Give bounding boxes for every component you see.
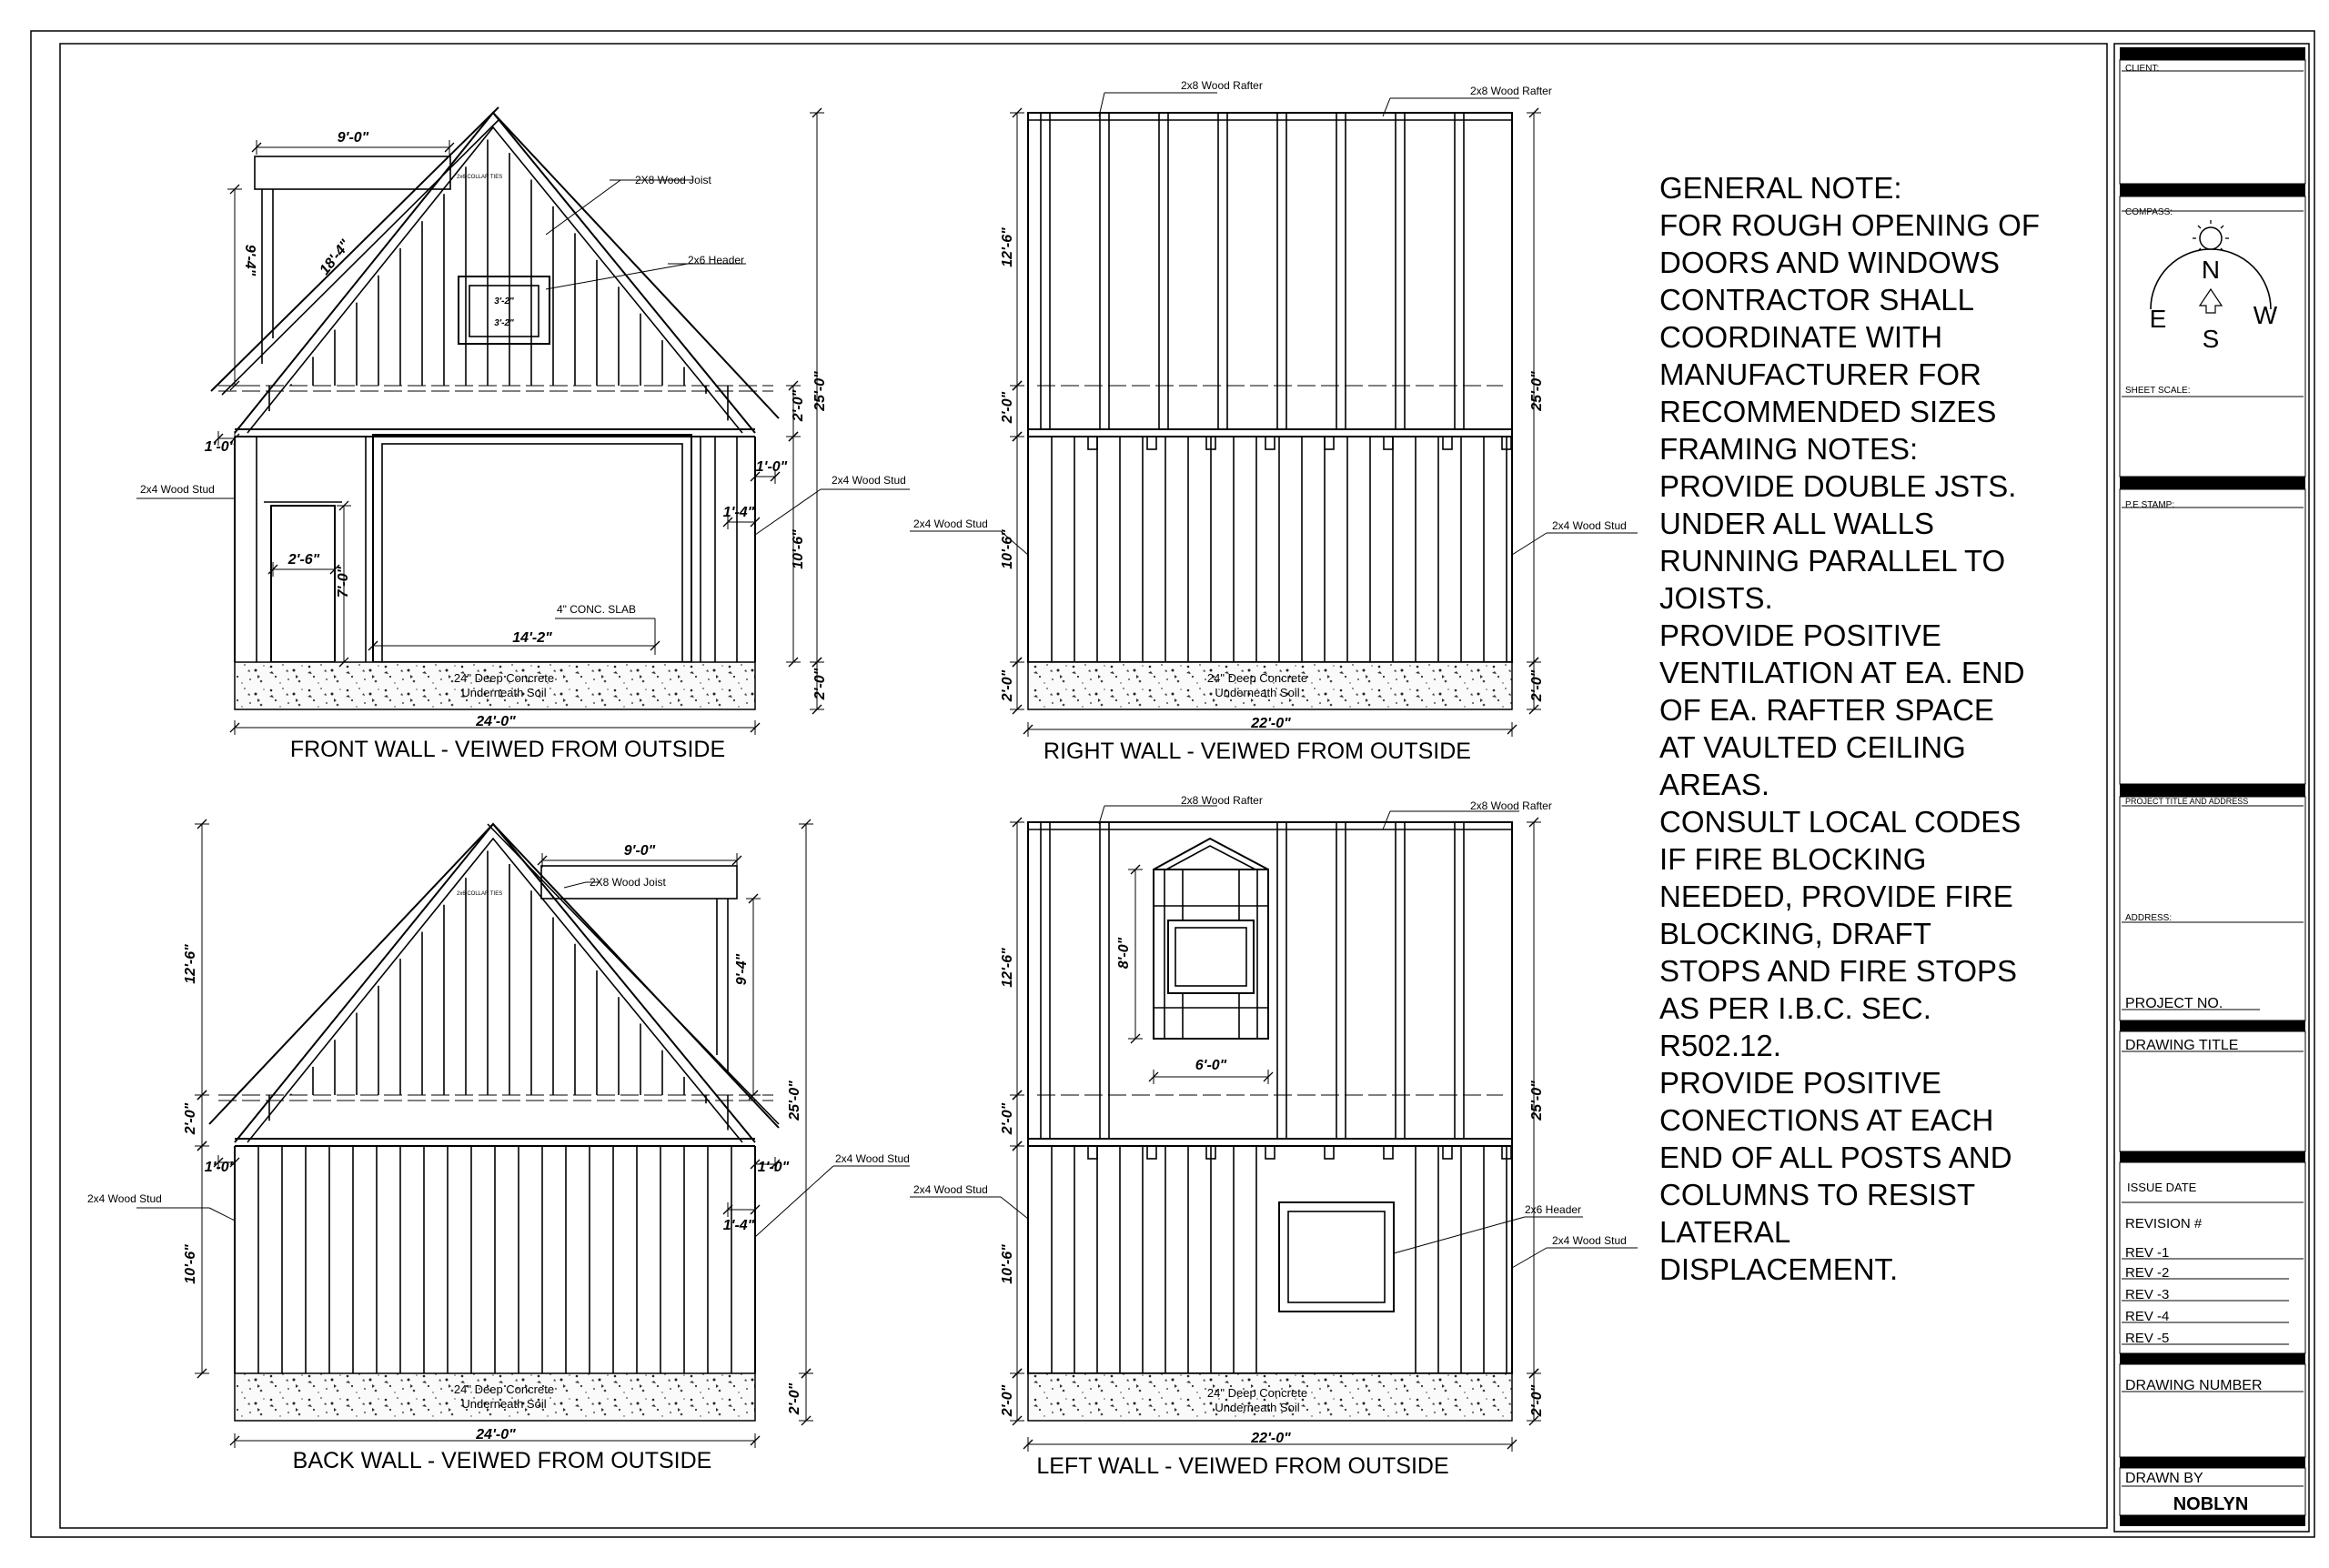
dim-front-left-height: 9'-4" bbox=[242, 244, 257, 276]
tb-rev-5: REV -5 bbox=[2125, 1331, 2170, 1346]
tb-pe-stamp: P.E STAMP: bbox=[2125, 500, 2175, 510]
label-front-joist: 2X8 Wood Joist bbox=[635, 174, 711, 186]
tb-drawn-by: DRAWN BY bbox=[2125, 1471, 2203, 1486]
soil-front-line2: Underneath Soil bbox=[461, 686, 547, 699]
label-left-stud-right: 2x4 Wood Stud bbox=[1552, 1234, 1627, 1247]
soil-right-line2: Underneath Soil bbox=[1215, 686, 1300, 699]
dim-front-garage-width: 14'-2" bbox=[512, 630, 552, 646]
general-note-line: CONECTIONS AT EACH bbox=[1659, 1103, 1994, 1137]
soil-front-line1: 24" Deep Concrete bbox=[453, 671, 555, 685]
dim-back-total: 25'-0" bbox=[787, 1081, 802, 1121]
soil-right-line1: 24" Deep Concrete bbox=[1206, 671, 1308, 685]
label-back-stud-right: 2x4 Wood Stud bbox=[835, 1152, 910, 1165]
dim-right-band: 2'-0" bbox=[1000, 391, 1015, 424]
tb-rev-4: REV -4 bbox=[2125, 1309, 2170, 1324]
right-wall-elevation bbox=[1028, 113, 1512, 709]
general-note-line: DOORS AND WINDOWS bbox=[1659, 246, 2001, 279]
general-note-line: OF EA. RAFTER SPACE bbox=[1659, 693, 1994, 727]
tb-rev-3: REV -3 bbox=[2125, 1287, 2170, 1302]
dormer bbox=[1154, 839, 1268, 1039]
general-note-line: RUNNING PARALLEL TO bbox=[1659, 544, 2006, 578]
dim-front-door-width: 2'-6" bbox=[287, 552, 320, 568]
dim-back-right-height: 9'-4" bbox=[734, 953, 750, 986]
compass-n: N bbox=[2201, 256, 2221, 284]
compass-e: E bbox=[2149, 305, 2167, 333]
general-note-line: JOISTS. bbox=[1659, 581, 1773, 615]
dim-left-soil: 2'-0" bbox=[1000, 1384, 1015, 1417]
label-back-stud-left: 2x4 Wood Stud bbox=[87, 1192, 162, 1205]
label-left-rafter-right: 2x8 Wood Rafter bbox=[1470, 799, 1552, 812]
general-note-line: END OF ALL POSTS AND bbox=[1659, 1141, 2012, 1174]
dim-back-upper: 12'-6" bbox=[183, 944, 198, 984]
general-note-line: AT VAULTED CEILING bbox=[1659, 730, 1966, 764]
general-note-line: IF FIRE BLOCKING bbox=[1659, 842, 1927, 876]
label-back-joist: 2X8 Wood Joist bbox=[590, 876, 666, 889]
tb-address: ADDRESS: bbox=[2125, 913, 2173, 923]
tb-rev-2: REV -2 bbox=[2125, 1265, 2170, 1281]
dim-right-base: 22'-0" bbox=[1251, 716, 1291, 731]
label-back-collar: 2x6 COLLAR TIES bbox=[457, 891, 503, 897]
dim-front-overhang: 1'-0" bbox=[204, 439, 237, 455]
dim-front-soil-height: 2'-0" bbox=[812, 668, 828, 700]
dim-back-right-offset2: 1'-4" bbox=[722, 1218, 755, 1233]
dim-left-band: 2'-0" bbox=[1000, 1102, 1015, 1135]
tb-sheet-scale: SHEET SCALE: bbox=[2125, 386, 2191, 396]
label-front-header: 2x6 Header bbox=[688, 254, 745, 266]
left-wall-title: LEFT WALL - VEIWED FROM OUTSIDE bbox=[1036, 1453, 1449, 1479]
general-note-line: MANUFACTURER FOR bbox=[1659, 357, 1981, 391]
label-left-rafter-left: 2x8 Wood Rafter bbox=[1181, 794, 1263, 807]
dim-left-total: 25'-0" bbox=[1529, 1081, 1545, 1121]
general-note-line: NEEDED, PROVIDE FIRE bbox=[1659, 879, 2013, 913]
dim-right-upper: 12'-6" bbox=[1000, 227, 1015, 267]
tb-revision: REVISION # bbox=[2125, 1216, 2203, 1231]
dim-back-top-width: 9'-0" bbox=[623, 843, 656, 859]
dim-right-soil: 2'-0" bbox=[1000, 669, 1015, 702]
general-note-line: PROVIDE POSITIVE bbox=[1659, 1066, 1941, 1100]
label-left-header: 2x6 Header bbox=[1525, 1203, 1582, 1216]
dim-back-base: 24'-0" bbox=[476, 1427, 516, 1442]
dim-left-base: 22'-0" bbox=[1251, 1431, 1291, 1446]
tb-drawn-by-name: NOBLYN bbox=[2173, 1494, 2249, 1514]
front-wall-title: FRONT WALL - VEIWED FROM OUTSIDE bbox=[289, 737, 726, 762]
dim-left-wall: 10'-6" bbox=[1000, 1244, 1015, 1284]
dim-right-wall: 10'-6" bbox=[1000, 529, 1015, 569]
general-note-line: COORDINATE WITH bbox=[1659, 320, 1943, 354]
general-note-line: CONSULT LOCAL CODES bbox=[1659, 805, 2021, 839]
label-front-slab: 4" CONC. SLAB bbox=[557, 603, 636, 616]
dim-left-dormer-width: 6'-0" bbox=[1195, 1058, 1227, 1073]
general-note-line: AS PER I.B.C. SEC. bbox=[1659, 991, 1931, 1025]
label-front-collar: 2x6 COLLAR TIES bbox=[457, 175, 503, 180]
dim-front-wall-height: 10'-6" bbox=[791, 529, 806, 569]
dim-front-rafter: 18'-4" bbox=[317, 236, 354, 278]
general-note-line: AREAS. bbox=[1659, 768, 1770, 801]
dim-left-dormer-height: 8'-0" bbox=[1116, 937, 1132, 970]
general-note-line: BLOCKING, DRAFT bbox=[1659, 917, 1931, 950]
dim-front-band: 2'-0" bbox=[791, 389, 806, 422]
dim-right-soil-r: 2'-0" bbox=[1529, 669, 1545, 702]
label-front-stud-left: 2x4 Wood Stud bbox=[140, 483, 215, 496]
label-right-rafter-left: 2x8 Wood Rafter bbox=[1181, 79, 1263, 92]
general-note-line: PROVIDE DOUBLE JSTS. bbox=[1659, 469, 2017, 503]
dim-left-soil-r: 2'-0" bbox=[1529, 1384, 1545, 1417]
dim-front-right-offset: 1'-0" bbox=[755, 459, 788, 475]
dim-front-window-h: 3'-2" bbox=[494, 318, 514, 328]
tb-rev-1: REV -1 bbox=[2125, 1245, 2170, 1261]
dim-front-total-height: 25'-0" bbox=[812, 371, 828, 411]
label-right-rafter-right: 2x8 Wood Rafter bbox=[1470, 85, 1552, 97]
soil-back-line1: 24" Deep Concrete bbox=[453, 1382, 555, 1396]
general-note-line: FRAMING NOTES: bbox=[1659, 432, 1919, 466]
general-note-line: R502.12. bbox=[1659, 1029, 1781, 1062]
general-note-line: COLUMNS TO RESIST bbox=[1659, 1178, 1976, 1211]
compass-s: S bbox=[2202, 325, 2220, 353]
dim-right-total: 25'-0" bbox=[1529, 371, 1545, 411]
dim-front-top-width: 9'-0" bbox=[337, 130, 369, 146]
tb-drawing-title: DRAWING TITLE bbox=[2125, 1038, 2239, 1053]
dim-front-window-w: 3'-2" bbox=[494, 297, 514, 307]
right-wall-title: RIGHT WALL - VEIWED FROM OUTSIDE bbox=[1044, 739, 1471, 764]
general-note-line: FOR ROUGH OPENING OF bbox=[1659, 208, 2041, 242]
tb-project-no: PROJECT NO. bbox=[2125, 996, 2223, 1011]
tb-compass-label: COMPASS: bbox=[2125, 207, 2173, 217]
title-block bbox=[2114, 44, 2309, 1532]
tb-drawing-number: DRAWING NUMBER bbox=[2125, 1378, 2263, 1393]
soil-back-line2: Underneath Soil bbox=[461, 1397, 547, 1411]
general-note-line: STOPS AND FIRE STOPS bbox=[1659, 954, 2018, 988]
general-note-line: UNDER ALL WALLS bbox=[1659, 507, 1934, 540]
tb-issue-date: ISSUE DATE bbox=[2127, 1181, 2197, 1194]
general-note-line: CONTRACTOR SHALL bbox=[1659, 283, 1974, 317]
label-right-stud-left: 2x4 Wood Stud bbox=[913, 518, 988, 530]
dim-back-wall: 10'-6" bbox=[183, 1244, 198, 1284]
label-left-stud-left: 2x4 Wood Stud bbox=[913, 1183, 988, 1196]
general-note-line: DISPLACEMENT. bbox=[1659, 1252, 1899, 1286]
back-wall-elevation bbox=[209, 824, 779, 1421]
front-wall-elevation bbox=[211, 107, 779, 709]
label-right-stud-right: 2x4 Wood Stud bbox=[1552, 519, 1627, 532]
left-wall-elevation bbox=[1028, 822, 1512, 1421]
dim-back-right-offset: 1'-0" bbox=[757, 1160, 790, 1175]
dim-left-upper: 12'-6" bbox=[1000, 948, 1015, 988]
dim-front-base-width: 24'-0" bbox=[476, 714, 516, 729]
dim-back-soil: 2'-0" bbox=[787, 1382, 802, 1415]
general-notes bbox=[1659, 169, 2087, 1288]
compass-w: W bbox=[2253, 301, 2278, 329]
back-wall-title: BACK WALL - VEIWED FROM OUTSIDE bbox=[292, 1448, 712, 1473]
dim-front-right-offset2: 1'-4" bbox=[722, 505, 755, 520]
general-note-line: LATERAL bbox=[1659, 1215, 1791, 1249]
general-note-line: RECOMMENDED SIZES bbox=[1659, 395, 1997, 428]
dim-back-band: 2'-0" bbox=[183, 1102, 198, 1135]
dim-front-door-height: 7'-0" bbox=[336, 566, 351, 598]
general-note-line: GENERAL NOTE: bbox=[1659, 171, 1902, 205]
soil-left-line2: Underneath Soil bbox=[1215, 1401, 1300, 1414]
general-note-line: VENTILATION AT EA. END bbox=[1659, 656, 2025, 689]
tb-client-label: CLIENT: bbox=[2125, 64, 2160, 74]
general-note-line: PROVIDE POSITIVE bbox=[1659, 618, 1941, 652]
dim-back-overhang: 1'-0" bbox=[204, 1160, 237, 1175]
soil-left-line1: 24" Deep Concrete bbox=[1206, 1386, 1308, 1400]
tb-project-title: PROJECT TITLE AND ADDRESS bbox=[2125, 797, 2249, 806]
label-front-stud-right: 2x4 Wood Stud bbox=[832, 474, 906, 487]
